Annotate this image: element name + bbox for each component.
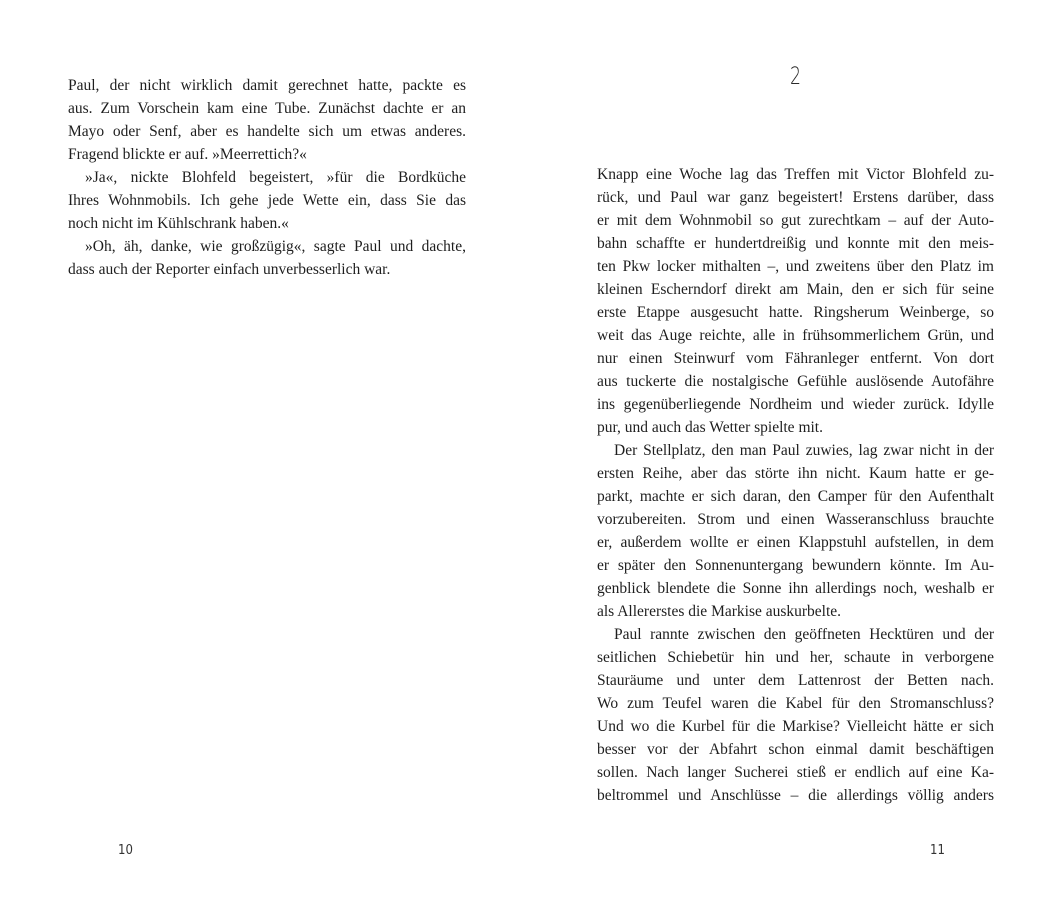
- text-line: erste Etappe ausgesucht hatte. Ringsherum Weinberge, so: [597, 304, 994, 321]
- text-line: »Oh, äh, danke, wie großzügig«, sagte Paul und dachte,: [85, 238, 466, 255]
- text-line: Paul, der nicht wirklich damit gerechnet hatte, packte es: [68, 77, 466, 94]
- text-line: noch nicht im Kühlschrank haben.«: [68, 215, 289, 232]
- text-line: sollen. Nach langer Sucherei stieß er endlich auf eine Ka-: [597, 764, 994, 781]
- text-line: parkt, machte er sich daran, den Camper für den Aufenthalt: [597, 488, 994, 505]
- text-line: vorzubereiten. Strom und einen Wasseranschluss brauchte: [597, 511, 994, 528]
- text-line: Ihres Wohnmobils. Ich gehe jede Wette ein, dass Sie das: [68, 192, 466, 209]
- text-line: Und wo die Kurbel für die Markise? Vielleicht hätte er sich: [597, 718, 994, 735]
- text-line: er, außerdem wollte er einen Klappstuhl aufstellen, in dem: [597, 534, 994, 551]
- text-line: weit das Auge reichte, alle in frühsommerlichem Grün, und: [597, 327, 994, 344]
- page-number: 10: [118, 843, 133, 858]
- text-line: Stauräume und unter dem Lattenrost der Betten nach.: [597, 672, 994, 689]
- text-line: aus tuckerte die nostalgische Gefühle auslösende Autofähre: [597, 373, 994, 390]
- text-line: »Ja«, nickte Blohfeld begeistert, »für die Bordküche: [85, 169, 466, 186]
- text-line: seitlichen Schiebetür hin und her, schaute in verborgene: [597, 649, 994, 666]
- text-line: als Allererstes die Markise auskurbelte.: [597, 603, 842, 620]
- text-line: bahn schaffte er hundertdreißig und konnte mit den meis-: [597, 235, 994, 252]
- text-line: ten Pkw locker mithalten –, und zweitens über den Platz im: [597, 258, 994, 275]
- text-line: pur, und auch das Wetter spielte mit.: [597, 419, 823, 436]
- text-line: genblick blendete die Sonne ihn allerdings noch, weshalb er: [597, 580, 994, 597]
- text-line: Wo zum Teufel waren die Kabel für den Stromanschluss?: [597, 695, 994, 712]
- text-line: dass auch der Reporter einfach unverbesserlich war.: [68, 261, 391, 278]
- page-number: 11: [930, 843, 945, 858]
- text-line: besser vor der Abfahrt schon einmal damit beschäftigen: [597, 741, 994, 758]
- text-line: Fragend blickte er auf. »Meerrettich?«: [68, 146, 307, 163]
- right-page: [531, 0, 1062, 903]
- text-line: Mayo oder Senf, aber es handelte sich um etwas anderes.: [68, 123, 466, 140]
- left-page-body-text: [68, 74, 466, 281]
- text-line: er später den Sonnenuntergang bewundern könnte. Im Au-: [597, 557, 994, 574]
- text-line: beltrommel und Anschlüsse – die allerdings völlig anders: [597, 787, 994, 804]
- chapter-number: 2: [789, 62, 802, 90]
- text-line: ins gegenüberliegende Nordheim und wieder zurück. Idylle: [597, 396, 994, 413]
- text-line: Knapp eine Woche lag das Treffen mit Victor Blohfeld zu-: [597, 166, 994, 183]
- text-line: er mit dem Wohnmobil so gut zurechtkam – auf der Auto-: [597, 212, 994, 229]
- text-line: Der Stellplatz, den man Paul zuwies, lag zwar nicht in der: [614, 442, 994, 459]
- text-line: kleinen Escherndorf direkt am Main, den er sich für seine: [597, 281, 994, 298]
- right-page-body-text: [597, 163, 994, 807]
- text-line: aus. Zum Vorschein kam eine Tube. Zunächst dachte er an: [68, 100, 466, 117]
- text-line: nur einen Steinwurf vom Fähranleger entfernt. Von dort: [597, 350, 994, 367]
- text-line: ersten Reihe, aber das störte ihn nicht. Kaum hatte er ge-: [597, 465, 994, 482]
- text-line: Paul rannte zwischen den geöffneten Hecktüren und der: [614, 626, 994, 643]
- text-line: rück, und Paul war ganz begeistert! Erstens darüber, dass: [597, 189, 994, 206]
